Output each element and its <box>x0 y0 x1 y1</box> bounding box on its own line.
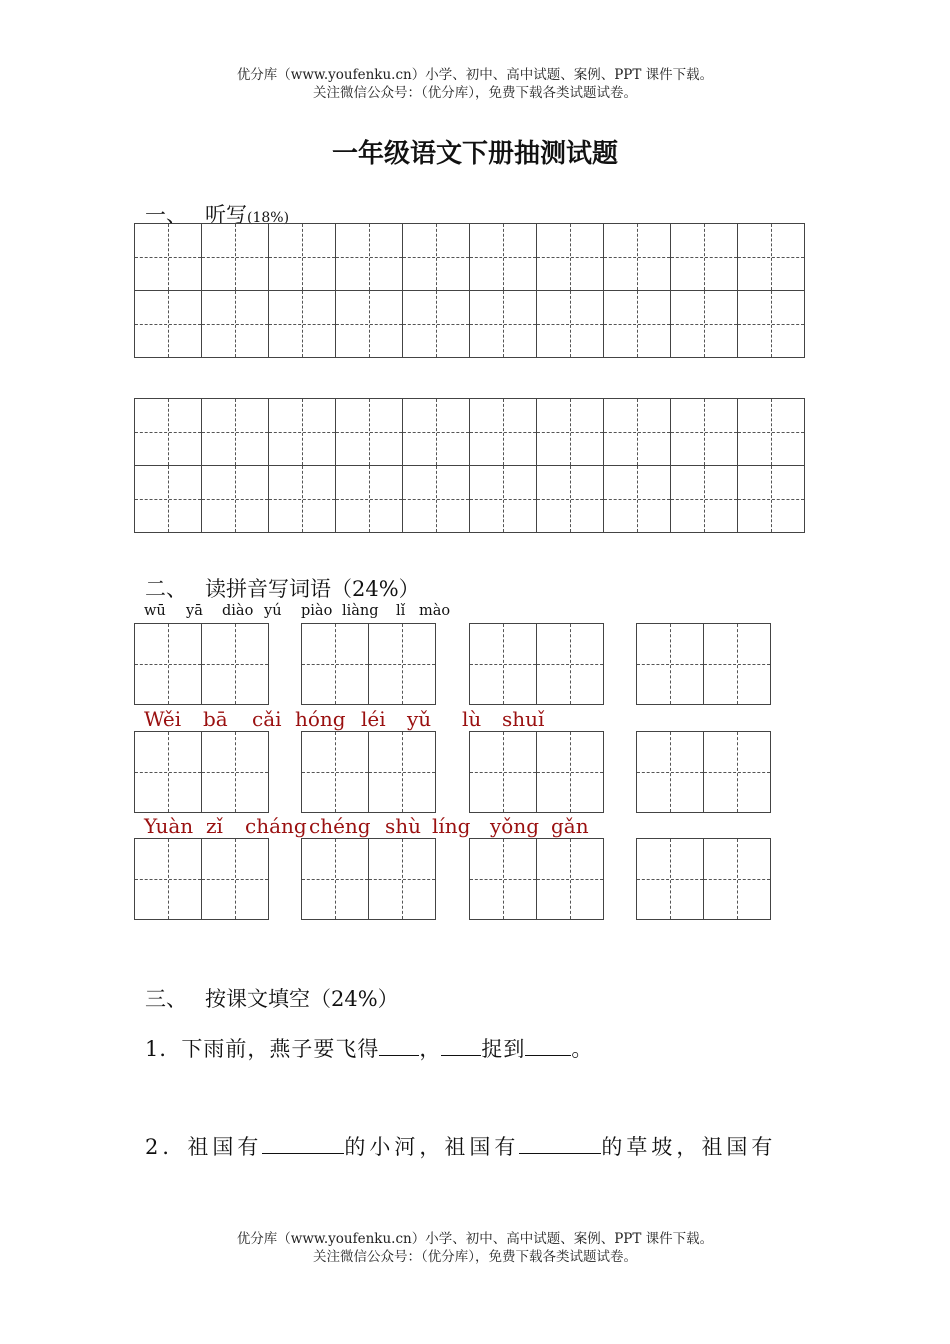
dictation-grid-1[interactable] <box>134 223 805 358</box>
pinyin: gǎn <box>551 814 589 838</box>
question-1-text-a: 下雨前，燕子要飞得 <box>181 1037 380 1061</box>
writing-cell[interactable] <box>704 624 771 705</box>
writing-cell[interactable] <box>637 839 704 920</box>
writing-cell[interactable] <box>604 224 671 291</box>
word-box[interactable] <box>469 838 604 920</box>
question-1-text-b: ， <box>419 1037 442 1061</box>
section-3-label: 按课文填空 <box>205 987 310 1011</box>
pinyin: Wěi <box>144 707 182 731</box>
question-1 <box>145 1033 593 1063</box>
writing-cell[interactable] <box>202 839 269 920</box>
writing-cell[interactable] <box>470 839 537 920</box>
page-header <box>0 66 950 102</box>
writing-cell[interactable] <box>135 624 202 705</box>
writing-cell[interactable] <box>704 732 771 813</box>
answer-blank[interactable] <box>262 1152 344 1154</box>
writing-cell[interactable] <box>470 291 537 358</box>
word-box[interactable] <box>469 623 604 705</box>
footer-line-2: 关注微信公众号：（优分库），免费下载各类试题试卷。 <box>313 1249 637 1265</box>
pinyin: yú <box>264 603 282 619</box>
writing-cell[interactable] <box>537 466 604 533</box>
question-1-text-c: 捉到 <box>481 1037 526 1061</box>
writing-cell[interactable] <box>302 624 369 705</box>
answer-blank[interactable] <box>441 1054 481 1056</box>
answer-blank[interactable] <box>379 1054 419 1056</box>
pinyin: diào <box>222 603 254 619</box>
writing-cell[interactable] <box>537 732 604 813</box>
word-box[interactable] <box>636 838 771 920</box>
writing-cell[interactable] <box>604 291 671 358</box>
answer-blank[interactable] <box>519 1152 601 1154</box>
writing-cell[interactable] <box>537 399 604 466</box>
word-box[interactable] <box>134 731 269 813</box>
writing-cell[interactable] <box>738 466 805 533</box>
word-box[interactable] <box>636 731 771 813</box>
writing-cell[interactable] <box>202 466 269 533</box>
writing-cell[interactable] <box>403 466 470 533</box>
writing-cell[interactable] <box>537 291 604 358</box>
pinyin: lǐ <box>396 603 406 619</box>
pinyin: lù <box>462 707 482 731</box>
writing-cell[interactable] <box>671 224 738 291</box>
word-box[interactable] <box>636 623 771 705</box>
question-2-number: 2． <box>145 1135 188 1159</box>
writing-cell[interactable] <box>369 624 436 705</box>
writing-cell[interactable] <box>135 224 202 291</box>
writing-cell[interactable] <box>671 291 738 358</box>
writing-cell[interactable] <box>671 466 738 533</box>
writing-cell[interactable] <box>403 291 470 358</box>
section-2-number: 二、 <box>145 577 187 601</box>
pinyin: chéng <box>309 814 371 838</box>
writing-cell[interactable] <box>336 291 403 358</box>
writing-cell[interactable] <box>135 399 202 466</box>
dictation-grid-2[interactable] <box>134 398 805 533</box>
writing-cell[interactable] <box>202 399 269 466</box>
writing-cell[interactable] <box>269 224 336 291</box>
pinyin: piào <box>301 603 333 619</box>
writing-cell[interactable] <box>403 224 470 291</box>
writing-cell[interactable] <box>537 624 604 705</box>
pinyin: hóng <box>295 707 346 731</box>
writing-cell[interactable] <box>738 399 805 466</box>
writing-cell[interactable] <box>738 291 805 358</box>
pinyin: wū <box>144 603 166 619</box>
writing-cell[interactable] <box>135 466 202 533</box>
pinyin: cǎi <box>252 707 282 731</box>
writing-cell[interactable] <box>202 224 269 291</box>
section-2-heading <box>145 573 420 603</box>
pinyin: léi <box>361 707 386 731</box>
writing-cell[interactable] <box>470 624 537 705</box>
writing-cell[interactable] <box>202 624 269 705</box>
writing-cell[interactable] <box>704 839 771 920</box>
writing-cell[interactable] <box>637 732 704 813</box>
writing-cell[interactable] <box>269 466 336 533</box>
writing-cell[interactable] <box>537 839 604 920</box>
section-1-number: 一、 <box>145 203 187 227</box>
writing-cell[interactable] <box>269 399 336 466</box>
writing-cell[interactable] <box>336 224 403 291</box>
header-line-2: 关注微信公众号：（优分库），免费下载各类试题试卷。 <box>313 85 637 101</box>
answer-blank[interactable] <box>525 1054 571 1056</box>
pinyin: bā <box>203 707 228 731</box>
writing-cell[interactable] <box>637 624 704 705</box>
writing-cell[interactable] <box>336 466 403 533</box>
page-footer <box>0 1230 950 1266</box>
writing-cell[interactable] <box>202 291 269 358</box>
question-2-text-c: 的草坡，祖国有 <box>601 1135 777 1159</box>
word-box[interactable] <box>134 838 269 920</box>
pinyin: yǔ <box>407 707 432 731</box>
writing-cell[interactable] <box>269 291 336 358</box>
pinyin: yǒng <box>490 814 540 838</box>
pinyin: zǐ <box>206 814 223 838</box>
writing-cell[interactable] <box>302 839 369 920</box>
writing-cell[interactable] <box>302 732 369 813</box>
word-box[interactable] <box>469 731 604 813</box>
writing-cell[interactable] <box>369 839 436 920</box>
writing-cell[interactable] <box>135 291 202 358</box>
section-3-heading <box>145 983 399 1013</box>
writing-cell[interactable] <box>202 732 269 813</box>
section-1-label: 听写 <box>205 203 247 227</box>
pinyin: liàng <box>342 603 379 619</box>
header-line-1: 优分库（www.youfenku.cn）小学、初中、高中试题、案例、PPT 课件下载。 <box>236 67 714 83</box>
pinyin: mào <box>419 603 451 619</box>
writing-cell[interactable] <box>336 399 403 466</box>
writing-cell[interactable] <box>369 732 436 813</box>
pinyin: shuǐ <box>502 707 545 731</box>
question-1-number: 1． <box>145 1037 182 1061</box>
writing-cell[interactable] <box>470 732 537 813</box>
writing-cell[interactable] <box>135 732 202 813</box>
section-2-label: 读拼音写词语 <box>205 577 331 601</box>
question-2-text-a: 祖国有 <box>187 1135 263 1159</box>
writing-cell[interactable] <box>604 466 671 533</box>
pinyin: líng <box>432 814 471 838</box>
section-2-percent: （24%） <box>331 577 420 601</box>
writing-cell[interactable] <box>738 224 805 291</box>
pinyin: yā <box>186 603 203 619</box>
word-box[interactable] <box>134 623 269 705</box>
section-3-number: 三、 <box>145 987 187 1011</box>
question-2 <box>145 1131 776 1161</box>
writing-cell[interactable] <box>537 224 604 291</box>
writing-cell[interactable] <box>470 466 537 533</box>
writing-cell[interactable] <box>403 399 470 466</box>
word-box[interactable] <box>301 623 436 705</box>
pinyin: cháng <box>245 814 307 838</box>
section-3-percent: （24%） <box>310 987 399 1011</box>
page-title: 一年级语文下册抽测试题 <box>331 139 618 169</box>
writing-cell[interactable] <box>135 839 202 920</box>
word-box[interactable] <box>301 731 436 813</box>
question-2-text-b: 的小河，祖国有 <box>344 1135 520 1159</box>
pinyin: shù <box>385 814 422 838</box>
footer-line-1: 优分库（www.youfenku.cn）小学、初中、高中试题、案例、PPT 课件下载。 <box>236 1231 714 1247</box>
question-1-text-d: 。 <box>571 1037 594 1061</box>
writing-cell[interactable] <box>671 399 738 466</box>
writing-cell[interactable] <box>470 224 537 291</box>
writing-cell[interactable] <box>470 399 537 466</box>
word-box[interactable] <box>301 838 436 920</box>
pinyin: Yuàn <box>144 814 194 838</box>
writing-cell[interactable] <box>604 399 671 466</box>
section-1-percent: (18%) <box>247 210 290 226</box>
